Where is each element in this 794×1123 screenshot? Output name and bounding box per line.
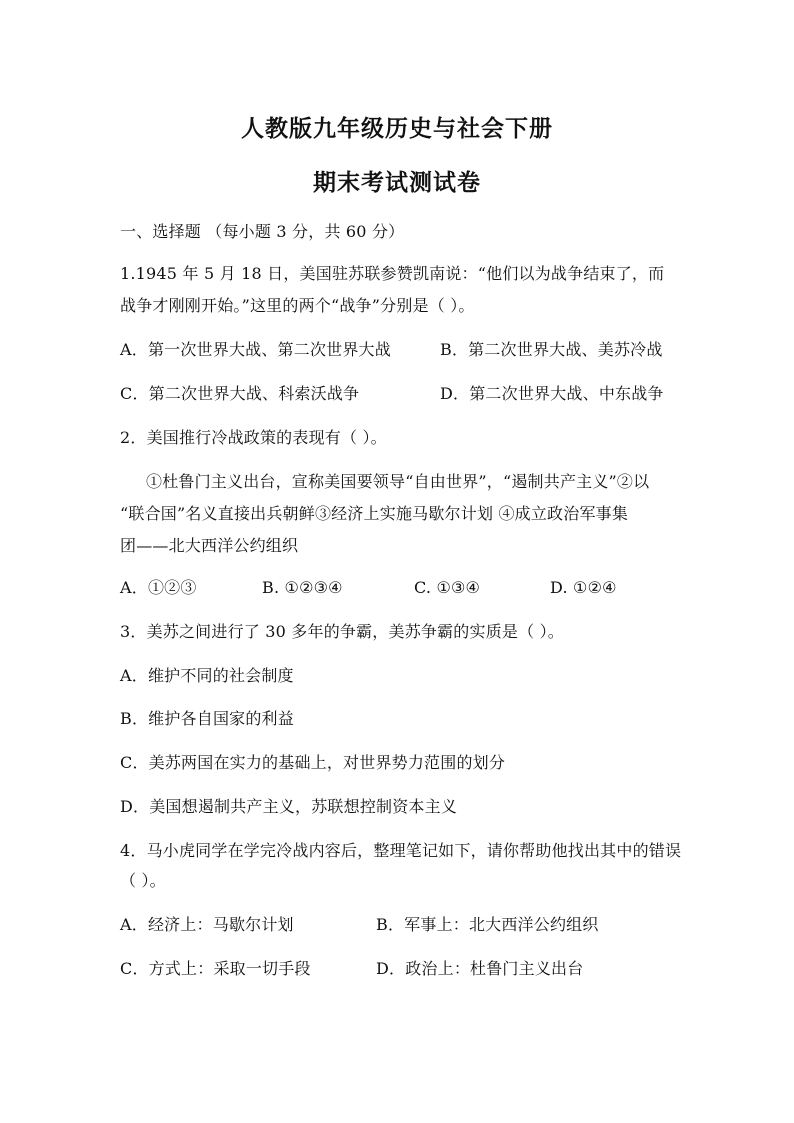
q1-option-d: D．第二次世界大战、中东战争: [440, 384, 664, 403]
q4-option-c: C．方式上：采取一切手段: [120, 959, 311, 978]
q2-option-c: C. ①③④: [414, 578, 481, 597]
q4-stem-line1: 4．马小虎同学在学完冷战内容后，整理笔记如下，请你帮助他找出其中的错误: [120, 841, 682, 860]
q2-option-d: D. ①②④: [550, 578, 617, 597]
q1-option-c: C．第二次世界大战、科索沃战争: [120, 384, 360, 403]
q1-stem-line1: 1.1945 年 5 月 18 日，美国驻苏联参赞凯南说：“他们以为战争结束了，而: [120, 264, 665, 283]
q1-option-b: B．第二次世界大战、美苏冷战: [440, 340, 663, 359]
q1-stem-line2: 战争才刚刚开始。”这里的两个“战争”分别是（ ）。: [120, 296, 475, 315]
q2-statement-line1: ①杜鲁门主义出台，宣称美国要领导“自由世界”，“遏制共产主义”②以: [146, 472, 650, 491]
q1-option-a: A．第一次世界大战、第二次世界大战: [120, 340, 391, 359]
exam-title: 人教版九年级历史与社会下册: [241, 115, 553, 142]
q4-option-b: B．军事上：北大西洋公约组织: [376, 915, 599, 934]
q2-option-a: A．①②③: [120, 578, 197, 597]
section-heading: 一、选择题 （每小题 3 分，共 60 分）: [120, 222, 405, 241]
q4-option-d: D．政治上：杜鲁门主义出台: [376, 959, 584, 978]
q4-stem-line2: （ ）。: [120, 871, 166, 890]
q3-stem: 3．美苏之间进行了 30 多年的争霸，美苏争霸的实质是（ ）。: [120, 622, 564, 641]
exam-subtitle: 期末考试测试卷: [313, 169, 481, 196]
q2-statement-line2: “联合国”名义直接出兵朝鲜③经济上实施马歇尔计划 ④成立政治军事集: [120, 504, 629, 523]
q3-option-a: A．维护不同的社会制度: [120, 666, 294, 685]
q4-option-a: A．经济上：马歇尔计划: [120, 915, 294, 934]
q2-option-b: B. ①②③④: [262, 578, 343, 597]
q3-option-c: C．美苏两国在实力的基础上，对世界势力范围的划分: [120, 753, 506, 772]
q3-option-b: B．维护各自国家的利益: [120, 709, 294, 728]
q2-stem: 2．美国推行冷战政策的表现有（ ）。: [120, 428, 387, 447]
q3-option-d: D．美国想遏制共产主义，苏联想控制资本主义: [120, 797, 458, 816]
q2-statement-line3: 团——北大西洋公约组织: [120, 536, 299, 555]
